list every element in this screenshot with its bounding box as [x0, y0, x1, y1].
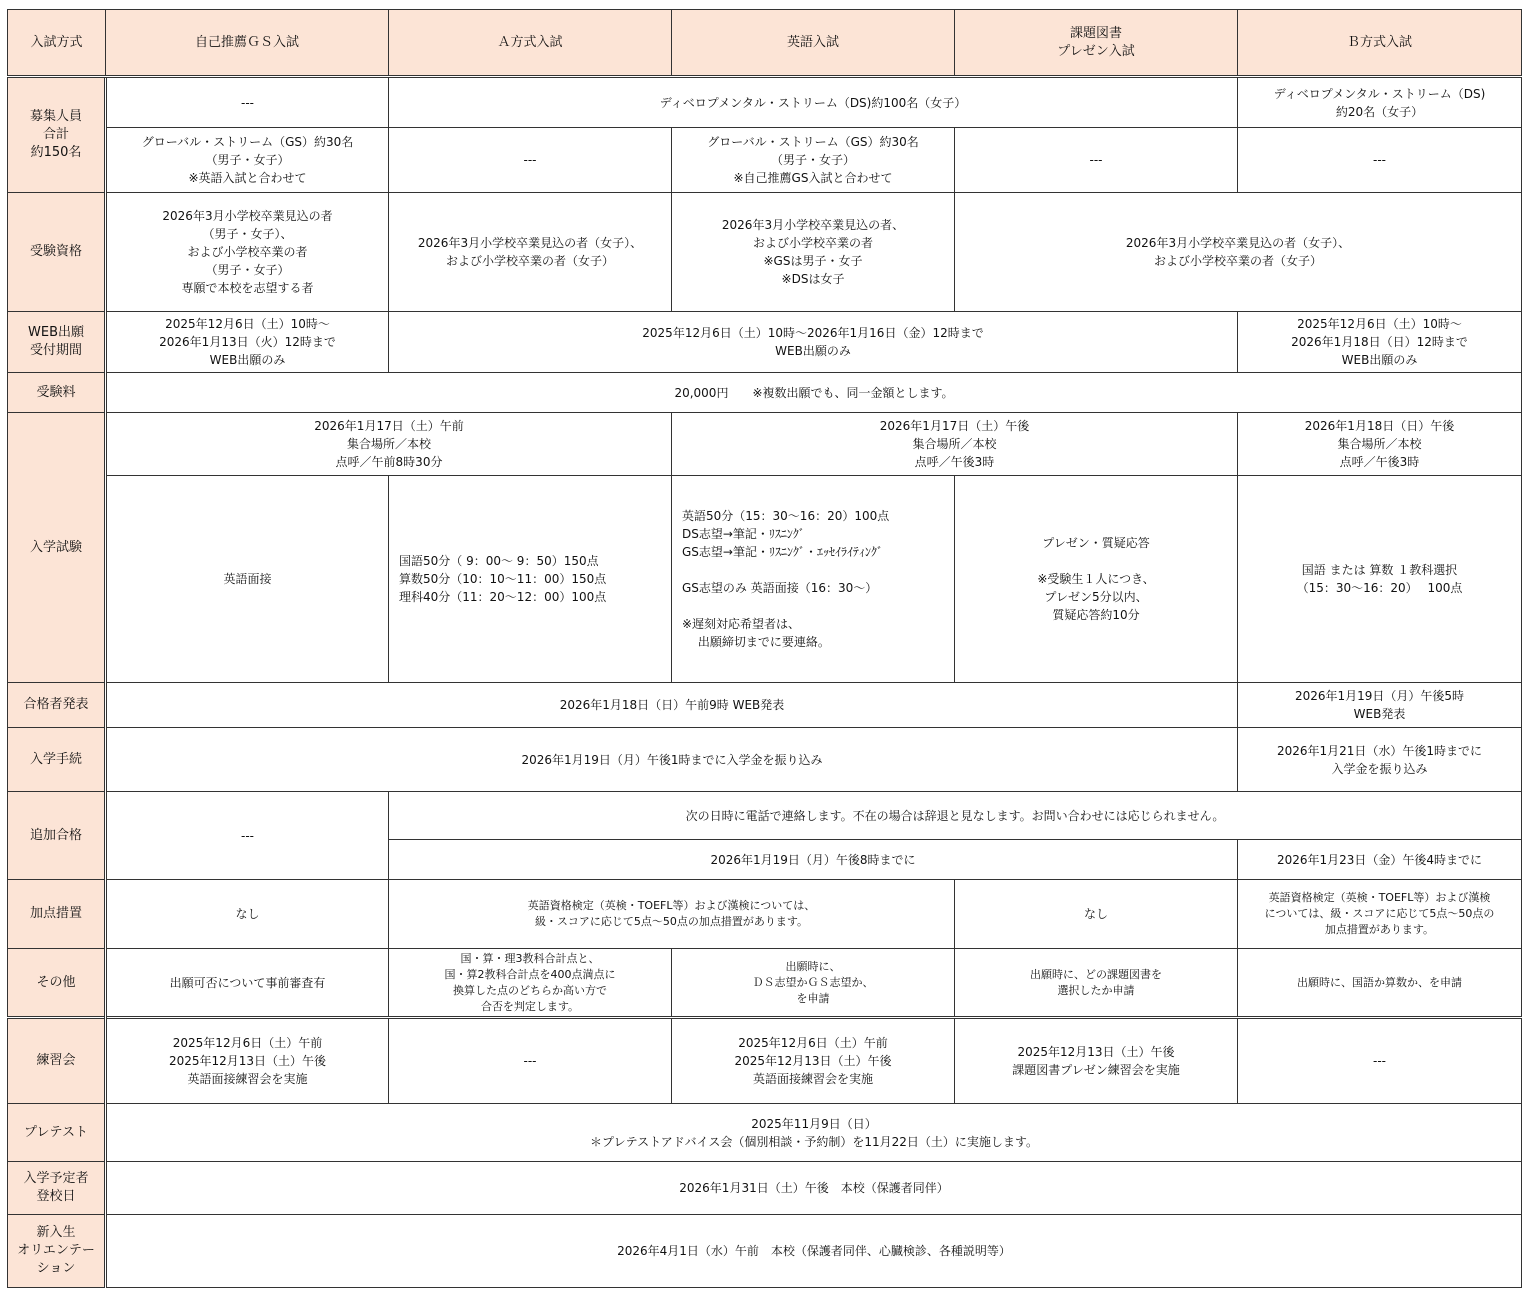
- shikaku-english: 2026年3月小学校卒業見込の者、 および小学校卒業の者 ※GSは男子・女子 ※DSは女子: [672, 193, 955, 312]
- shikaku-a: 2026年3月小学校卒業見込の者（女子）、 および小学校卒業の者（女子）: [389, 193, 672, 312]
- header-row: [8, 10, 1522, 77]
- exam-english-subjects: 英語50分（15：30～16：20）100点 DS志望→筆記・ﾘｽﾆﾝｸﾞ GS志望→筆記・ﾘｽﾆﾝｸﾞ・ｴｯｾｲﾗｲﾃｨﾝｸﾞ GS志望のみ 英語面接（16：30～） ※遅刻対応希望者は、 出願締切までに要連絡。: [672, 476, 955, 683]
- row-exam-dates: [8, 413, 1522, 476]
- header-english: 英語入試: [672, 10, 955, 77]
- boshu-ds-gs: ---: [106, 77, 389, 128]
- practice-gs: 2025年12月6日（土）午前 2025年12月13日（土）午後 英語面接練習会を実施: [106, 1018, 389, 1104]
- label-other: その他: [8, 949, 106, 1018]
- bonus-a-english: 英語資格検定（英検・TOEFL等）および漢検については、 級・スコアに応じて5点～50点の加点措置があります。: [389, 880, 955, 949]
- row-boshu-ds: [8, 77, 1522, 128]
- shikaku-gs: 2026年3月小学校卒業見込の者 （男子・女子）、 および小学校卒業の者 （男子・女子） 専願で本校を志望する者: [106, 193, 389, 312]
- row-visit: [8, 1162, 1522, 1215]
- row-orientation: [8, 1215, 1522, 1288]
- enroll-b: 2026年1月21日（水）午後1時までに 入学金を振り込み: [1238, 728, 1522, 792]
- pass-main: 2026年1月18日（日）午前9時 WEB発表: [106, 683, 1238, 728]
- pass-b: 2026年1月19日（月）午後5時 WEB発表: [1238, 683, 1522, 728]
- enroll-main: 2026年1月19日（月）午後1時までに入学金を振り込み: [106, 728, 1238, 792]
- boshu-gs-1: グローバル・ストリーム（GS）約30名 （男子・女子） ※英語入試と合わせて: [106, 128, 389, 193]
- exam-b-subjects: 国語 または 算数 １教科選択 （15：30～16：20） 100点: [1238, 476, 1522, 683]
- practice-english: 2025年12月6日（土）午前 2025年12月13日（土）午後 英語面接練習会を実施: [672, 1018, 955, 1104]
- row-extra-notice: [8, 792, 1522, 840]
- label-exam: 入学試験: [8, 413, 106, 683]
- web-main: 2025年12月6日（土）10時～2026年1月16日（金）12時まで WEB出願のみ: [389, 312, 1238, 373]
- boshu-gs-2: ---: [389, 128, 672, 193]
- web-gs: 2025年12月6日（土）10時～ 2026年1月13日（火）12時まで WEB出願のみ: [106, 312, 389, 373]
- row-shikaku: [8, 193, 1522, 312]
- practice-b: ---: [1238, 1018, 1522, 1104]
- row-exam-contents: [8, 476, 1522, 683]
- header-b-method: Ｂ方式入試: [1238, 10, 1522, 77]
- label-fee: 受験料: [8, 373, 106, 413]
- pretest-text: 2025年11月9日（日） ＊プレテストアドバイス会（個別相談・予約制）を11月22日（土）に実施します。: [106, 1104, 1522, 1162]
- exam-gs-interview: 英語面接: [106, 476, 389, 683]
- exam-date-b: 2026年1月18日（日）午後 集合場所／本校 点呼／午後3時: [1238, 413, 1522, 476]
- admissions-table-wrapper: [7, 9, 1522, 1288]
- other-presentation: 出願時に、どの課題図書を 選択したか申請: [955, 949, 1238, 1018]
- exam-date-morning: 2026年1月17日（土）午前 集合場所／本校 点呼／午前8時30分: [106, 413, 672, 476]
- exam-presentation: プレゼン・質疑応答 ※受験生１人につき、 プレゼン5分以内、 質疑応答約10分: [955, 476, 1238, 683]
- row-practice: [8, 1018, 1522, 1104]
- label-bonus: 加点措置: [8, 880, 106, 949]
- label-pretest: プレテスト: [8, 1104, 106, 1162]
- orientation-text: 2026年4月1日（水）午前 本校（保護者同伴、心臓検診、各種説明等）: [106, 1215, 1522, 1288]
- label-boshu: 募集人員 合計 約150名: [8, 77, 106, 193]
- other-a: 国・算・理3教科合計点と、 国・算2教科合計点を400点満点に 換算した点のどちらか高い方で 合否を判定します。: [389, 949, 672, 1018]
- bonus-b: 英語資格検定（英検・TOEFL等）および漢検 については、級・スコアに応じて5点～50点の 加点措置があります。: [1238, 880, 1522, 949]
- row-other: [8, 949, 1522, 1018]
- label-orientation: 新入生 オリエンテー ション: [8, 1215, 106, 1288]
- exam-a-subjects: 国語50分（ 9：00～ 9：50）150点 算数50分（10：10～11：00）150点 理科40分（11：20～12：00）100点: [389, 476, 672, 683]
- practice-presentation: 2025年12月13日（土）午後 課題図書プレゼン練習会を実施: [955, 1018, 1238, 1104]
- header-presentation: 課題図書 プレゼン入試: [955, 10, 1238, 77]
- label-practice: 練習会: [8, 1018, 106, 1104]
- header-a-method: Ａ方式入試: [389, 10, 672, 77]
- extra-gs: ---: [106, 792, 389, 880]
- other-gs: 出願可否について事前審査有: [106, 949, 389, 1018]
- boshu-gs-4: ---: [955, 128, 1238, 193]
- exam-date-afternoon: 2026年1月17日（土）午後 集合場所／本校 点呼／午後3時: [672, 413, 1238, 476]
- fee-text: 20,000円 ※複数出願でも、同一金額とします。: [106, 373, 1522, 413]
- row-boshu-gs: [8, 128, 1522, 193]
- row-web: [8, 312, 1522, 373]
- extra-date-b: 2026年1月23日（金）午後4時までに: [1238, 840, 1522, 880]
- visit-text: 2026年1月31日（土）午後 本校（保護者同伴）: [106, 1162, 1522, 1215]
- row-enroll: [8, 728, 1522, 792]
- row-fee: [8, 373, 1522, 413]
- boshu-ds-b: ディベロプメンタル・ストリーム（DS) 約20名（女子）: [1238, 77, 1522, 128]
- header-gs-self: 自己推薦ＧＳ入試: [106, 10, 389, 77]
- other-b: 出願時に、国語か算数か、を申請: [1238, 949, 1522, 1018]
- label-web: WEB出願 受付期間: [8, 312, 106, 373]
- label-shikaku: 受験資格: [8, 193, 106, 312]
- boshu-gs-3: グローバル・ストリーム（GS）約30名 （男子・女子） ※自己推薦GS入試と合わせて: [672, 128, 955, 193]
- extra-date-main: 2026年1月19日（月）午後8時までに: [389, 840, 1238, 880]
- header-method: 入試方式: [8, 10, 106, 77]
- bonus-presentation: なし: [955, 880, 1238, 949]
- row-bonus: [8, 880, 1522, 949]
- label-extra: 追加合格: [8, 792, 106, 880]
- admissions-schedule-table: [7, 9, 1522, 1288]
- web-b: 2025年12月6日（土）10時～ 2026年1月18日（日）12時まで WEB出願のみ: [1238, 312, 1522, 373]
- bonus-gs: なし: [106, 880, 389, 949]
- other-english: 出願時に、 ＤＳ志望かＧＳ志望か、 を申請: [672, 949, 955, 1018]
- boshu-ds-main: ディベロプメンタル・ストリーム（DS)約100名（女子）: [389, 77, 1238, 128]
- boshu-gs-5: ---: [1238, 128, 1522, 193]
- row-pretest: [8, 1104, 1522, 1162]
- label-pass: 合格者発表: [8, 683, 106, 728]
- row-pass: [8, 683, 1522, 728]
- label-enroll: 入学手続: [8, 728, 106, 792]
- practice-a: ---: [389, 1018, 672, 1104]
- extra-notice: 次の日時に電話で連絡します。不在の場合は辞退と見なします。お問い合わせには応じられません。: [389, 792, 1522, 840]
- shikaku-pres-b: 2026年3月小学校卒業見込の者（女子）、 および小学校卒業の者（女子）: [955, 193, 1522, 312]
- label-visit: 入学予定者 登校日: [8, 1162, 106, 1215]
